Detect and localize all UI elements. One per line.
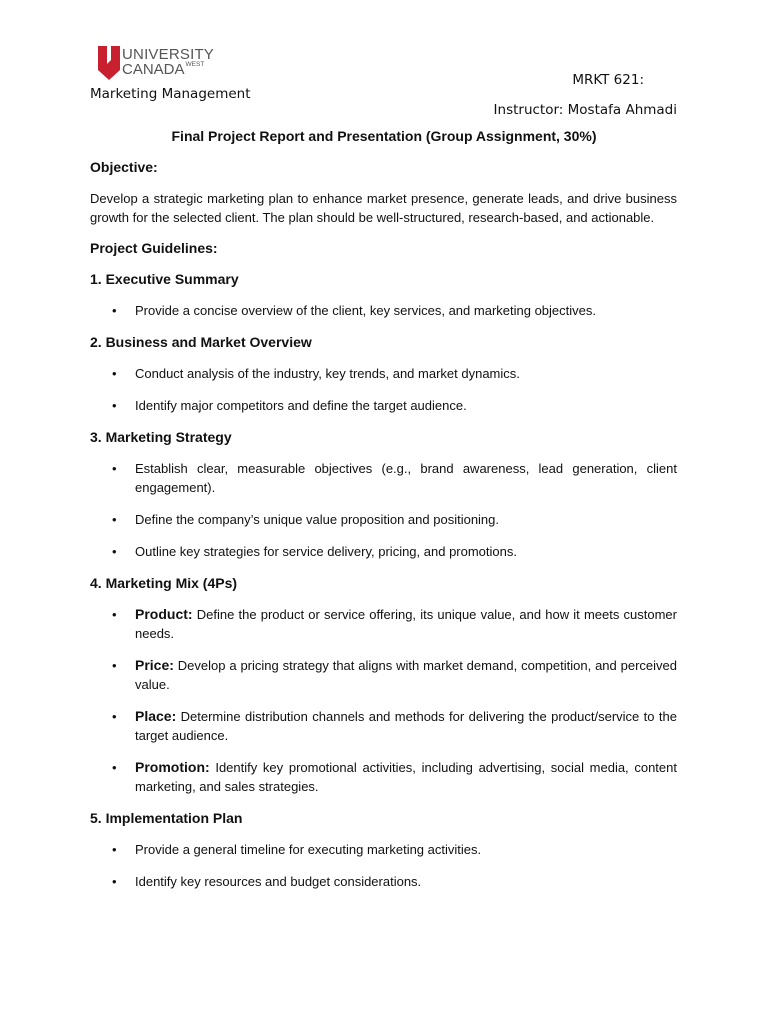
bullet-list [90,840,677,891]
section-heading: 2. Business and Market Overview [90,334,312,350]
objective-text: Develop a strategic marketing plan to enhance market presence, generate leads, and drive business growth for the selected client. The plan should be well-structured, research-based, and actionable. [90,191,677,225]
list-item: • Identify major competitors and define the target audience. [90,396,677,415]
university-logo [96,44,216,84]
list-item [90,758,677,796]
bullet-list [90,364,677,415]
guidelines-heading: Project Guidelines: [90,240,218,256]
section-heading: 4. Marketing Mix (4Ps) [90,575,238,591]
list-item: • Identify key resources and budget considerations. [90,872,677,891]
list-item-text: Identify key promotional activities, including advertising, social media, content marketing, and sales strategies. [135,760,677,794]
list-item: • Outline key strategies for service delivery, pricing, and promotions. [90,542,677,561]
section-heading: 3. Marketing Strategy [90,429,232,445]
list-item-term: Product: [135,606,193,622]
list-item-text: Determine distribution channels and methods for delivering the product/service to the target audience. [135,709,677,743]
document-title: Final Project Report and Presentation (Group Assignment, 30%) [171,128,597,144]
list-item [90,707,677,745]
list-item-text: Develop a pricing strategy that aligns with market demand, competition, and perceived value. [135,658,677,692]
section-heading: 1. Executive Summary [90,271,239,287]
logo-line-2: CANADA [122,61,185,78]
list-item: • Establish clear, measurable objectives (e.g., brand awareness, lead generation, client engagement). [90,459,677,497]
list-item: • Provide a concise overview of the client, key services, and marketing objectives. [90,301,677,320]
document-body [90,158,677,904]
instructor-name: Instructor: Mostafa Ahmadi [493,102,677,118]
list-item-term: Place: [135,708,177,724]
section-heading: 5. Implementation Plan [90,810,243,826]
list-item-term: Promotion: [135,759,210,775]
list-item: • Provide a general timeline for executing marketing activities. [90,840,677,859]
course-code: MRKT 621: [572,72,644,88]
list-item [90,656,677,694]
list-item-term: Price: [135,657,174,673]
logo-wordmark [122,47,214,78]
department-label: Marketing Management [90,86,251,102]
list-item [90,605,677,643]
logo-line-1: UNIVERSITY [122,46,215,63]
logo-sub: WEST [185,61,205,68]
list-item: • Conduct analysis of the industry, key trends, and market dynamics. [90,364,677,383]
bullet-list [90,605,677,796]
bullet-list [90,459,677,561]
maple-leaf-icon [96,44,122,82]
bullet-list [90,301,677,320]
objective-heading: Objective: [90,159,158,175]
list-item: • Define the company’s unique value proposition and positioning. [90,510,677,529]
list-item-text: Define the product or service offering, its unique value, and how it meets customer needs. [135,607,677,641]
